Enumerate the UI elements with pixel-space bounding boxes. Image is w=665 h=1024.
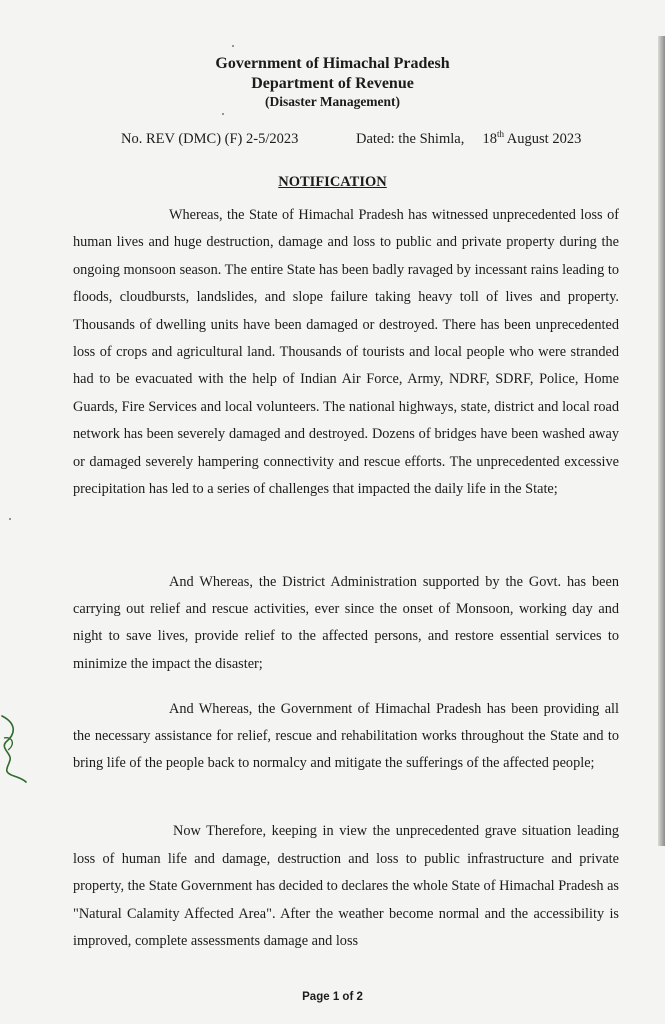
division-heading: (Disaster Management) — [264, 94, 401, 109]
date-month-year: August 2023 — [506, 131, 582, 147]
page-number: Page 1 of 2 — [302, 991, 363, 1003]
government-heading: Government of Himachal Pradesh — [215, 55, 450, 72]
department-heading: Department of Revenue — [251, 75, 414, 92]
signature-mark — [0, 708, 30, 788]
scan-speck — [9, 518, 11, 520]
date-ordinal: th — [496, 129, 504, 140]
scan-speck — [232, 45, 234, 47]
scan-speck — [222, 113, 224, 115]
reference-number: No. REV (DMC) (F) 2-5/2023 — [121, 131, 299, 147]
paragraph-government-assistance: And Whereas, the Government of Himachal Pradesh has been providing all the necessary assistance for relief, rescue and rehabilitation works throughout the State and to bring life of the people back to normalcy and mitigate the sufferings of the affected people; — [73, 701, 619, 771]
date-prefix: Dated: the Shimla, — [356, 131, 465, 147]
page-edge-shadow — [658, 36, 665, 846]
paragraph-declaration: Now Therefore, keeping in view the unprecedented grave situation leading loss of human life and damage, destruction and loss to public infrastructure and private property, the State Government has decided to declares the whole State of Himachal Pradesh as "Natural Calamity Affected Area". After the weather become normal and the accessibility is improved, complete assessments damage and loss — [73, 823, 619, 949]
reference-date — [356, 131, 581, 148]
paragraph-whereas: Whereas, the State of Himachal Pradesh has witnessed unprecedented loss of human lives and huge destruction, damage and loss to public and private property during the ongoing monsoon season. The entire State has been badly ravaged by incessant rains leading to floods, cloudbursts, landslides, and slope failure taking heavy toll of lives and property. Thousands of dwelling units have been damaged or destroyed. There has been unprecedented loss of crops and agricultural land. Thousands of tourists and local people who were stranded had to be evacuated with the help of Indian Air Force, Army, NDRF, SDRF, Police, Home Guards, Fire Services and local volunteers. The national highways, state, district and local road network has been severely damaged and destroyed. Dozens of bridges have been washed away or damaged severely hampering connectivity and rescue efforts. The unprecedented excessive precipitation has led to a series of challenges that impacted the daily life in the State; — [73, 207, 619, 498]
date-day: 18 — [482, 131, 497, 147]
notification-title: NOTIFICATION — [278, 174, 387, 190]
paragraph-district-administration: And Whereas, the District Administration supported by the Govt. has been carrying out relief and rescue activities, ever since the onset of Monsoon, working day and night to save lives, provide relief to the affected persons, and restore essential services to minimize the impact the disaster; — [73, 574, 619, 672]
